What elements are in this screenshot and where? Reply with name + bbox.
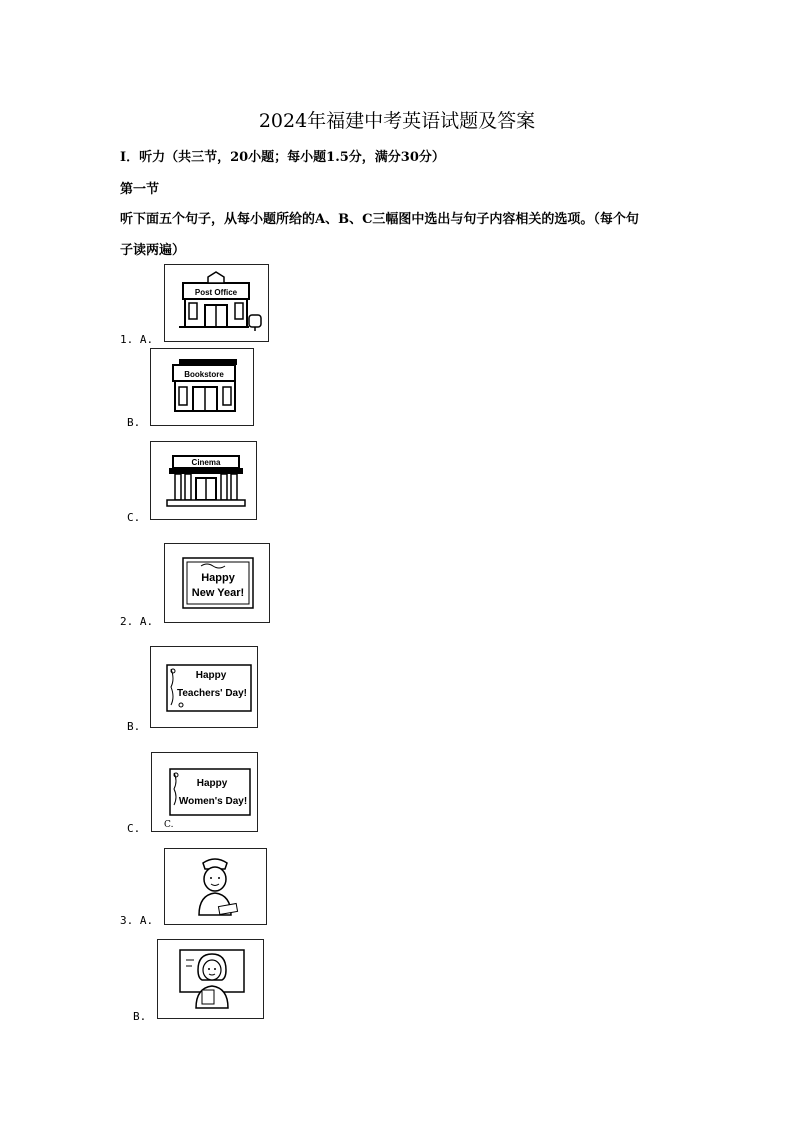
nurse-icon xyxy=(165,849,266,924)
card-line-2: New Year! xyxy=(191,587,245,599)
option-label: 2. A. xyxy=(120,615,154,628)
option-2b-image xyxy=(150,646,258,728)
new-year-card-icon xyxy=(165,544,269,622)
option-2c-image xyxy=(151,752,258,832)
card-line-1: Happy xyxy=(195,670,227,681)
card-line-2: Teachers' Day! xyxy=(176,688,248,699)
teacher-icon xyxy=(158,940,263,1018)
post-office-icon xyxy=(165,265,268,341)
option-label: B. xyxy=(127,720,141,733)
option-1b-image xyxy=(150,348,254,426)
card-line-1: Happy xyxy=(196,778,228,789)
inner-option-label: C. xyxy=(164,820,174,830)
option-label: B. xyxy=(127,416,141,429)
option-label: C. xyxy=(127,511,141,524)
option-label: 1. A. xyxy=(120,333,154,346)
option-2a-image xyxy=(164,543,270,623)
bookstore-icon xyxy=(151,349,253,425)
cinema-sign: Cinema xyxy=(191,458,221,467)
option-1a-image xyxy=(164,264,269,342)
option-1c-image xyxy=(150,441,257,520)
teachers-day-card-icon xyxy=(151,647,257,727)
option-label: C. xyxy=(127,822,141,835)
cinema-icon xyxy=(151,442,256,519)
option-label: 3. A. xyxy=(120,914,154,927)
option-3b-image xyxy=(157,939,264,1019)
option-3a-image xyxy=(164,848,267,925)
bookstore-sign: Bookstore xyxy=(184,370,224,379)
card-line-1: Happy xyxy=(201,572,235,584)
part-heading: 第一节 xyxy=(120,182,160,197)
instruction-line-1: 听下面五个句子，从每小题所给的A、B、C三幅图中选出与句子内容相关的选项。（每个句 xyxy=(120,212,639,227)
section-heading: Ⅰ．听力（共三节，20小题；每小题1.5分，满分30分） xyxy=(120,150,445,165)
page-title: 2024年福建中考英语试题及答案 xyxy=(258,110,536,132)
option-label: B. xyxy=(133,1010,147,1023)
card-line-2: Women's Day! xyxy=(178,796,248,807)
post-office-sign: Post Office xyxy=(194,288,238,297)
instruction-line-2: 子读两遍） xyxy=(120,243,186,258)
womens-day-card-icon xyxy=(152,753,257,831)
